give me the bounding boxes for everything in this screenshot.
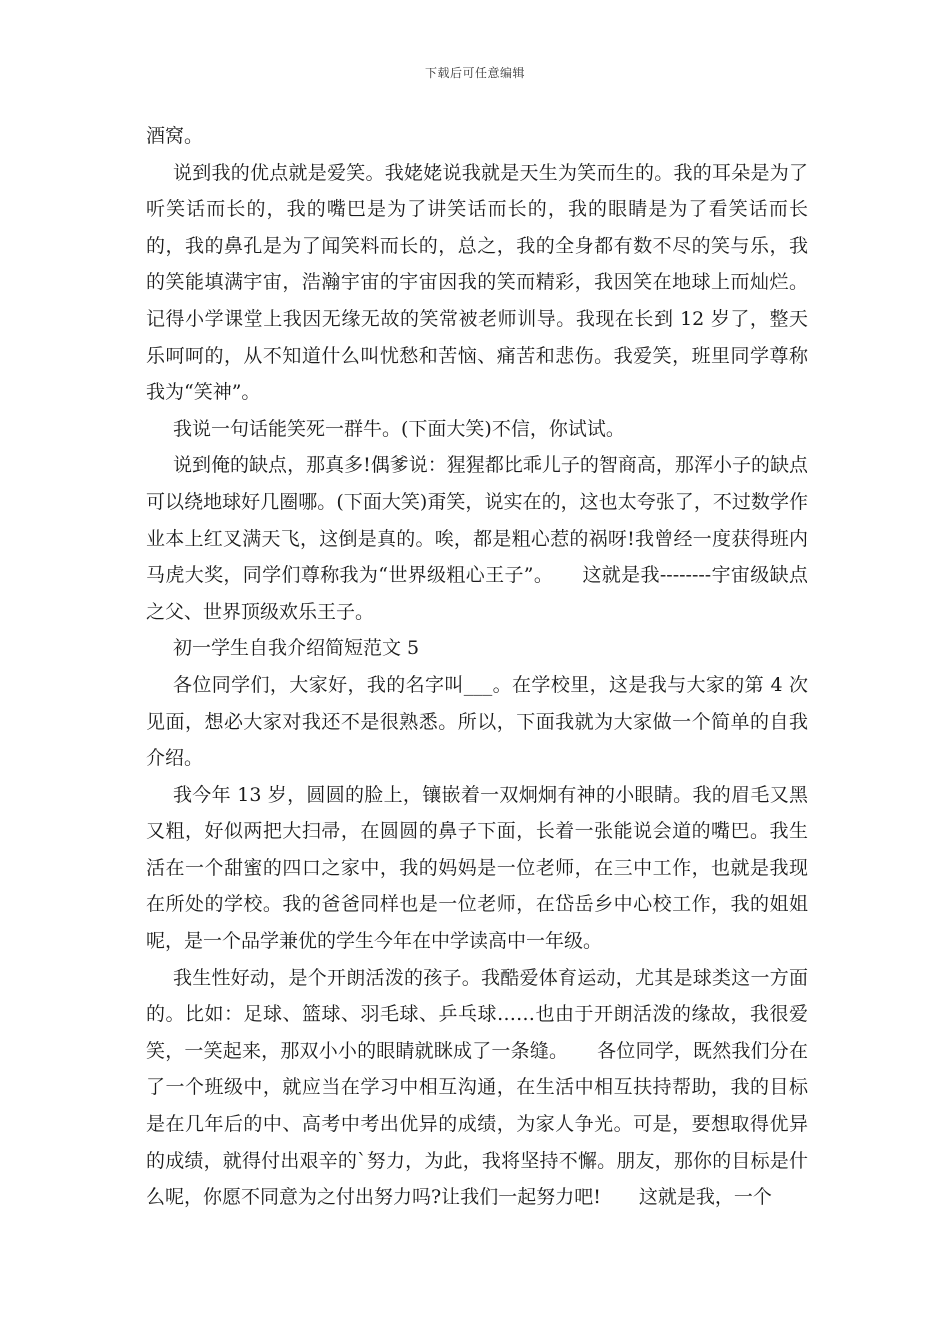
document-body [146,118,808,1216]
paragraph-5: 各位同学们，大家好，我的名字叫___。在学校里，这是我与大家的第 4 次见面，想必大家对我还不是很熟悉。所以，下面我就为大家做一个简单的自我介绍。 [146,673,808,770]
paragraph-4: 说到俺的缺点，那真多!偶爹说：猩猩都比乖儿子的智商高，那浑小子的缺点可以绕地球好几圈哪。(下面大笑)甭笑，说实在的，这也太夸张了，不过数学作业本上红叉满天飞，这倒是真的。唉，都是粗心惹的祸呀!我曾经一度获得班内马虎大奖，同学们尊称我为“世界级粗心王子”。 这就是我--------宇宙级缺点之父、世界顶级欢乐王子。 [146,454,808,623]
paragraph-1: 酒窝。 [146,125,204,147]
page-header: 下载后可任意编辑 [424,66,525,80]
paragraph-3: 我说一句话能笑死一群牛。(下面大笑)不信，你试试。 [173,417,625,440]
paragraph-7: 我生性好动，是个开朗活泼的孩子。我酷爱体育运动，尤其是球类这一方面的。比如：足球、篮球、羽毛球、乒乓球……也由于开朗活泼的缘故，我很爱笑，一笑起来，那双小小的眼睛就眯成了一条缝。 各位同学，既然我们分在了一个班级中，就应当在学习中相互沟通，在生活中相互扶持帮助，我的目标是在几年后的中、高考中考出优异的成绩，为家人争光。可是，要想取得优异的成绩，就得付出艰辛的`努力，为此，我将坚持不懈。朋友，那你的目标是什么呢，你愿不同意为之付出努力吗?让我们一起努力吧! 这就是我，一个 [146,966,808,1209]
paragraph-2: 说到我的优点就是爱笑。我姥姥说我就是天生为笑而生的。我的耳朵是为了听笑话而长的，我的嘴巴是为了讲笑话而长的，我的眼睛是为了看笑话而长的，我的鼻孔是为了闻笑料而长的，总之，我的全身都有数不尽的笑与乐，我的笑能填满宇宙，浩瀚宇宙的宇宙因我的笑而精彩，我因笑在地球上而灿烂。记得小学课堂上我因无缘无故的笑常被老师训导。我现在长到 12 岁了，整天乐呵呵的，从不知道什么叫忧愁和苦恼、痛苦和悲伤。我爱笑，班里同学尊称我为“笑神”。 [146,161,808,404]
section-heading: 初一学生自我介绍简短范文 5 [173,637,420,660]
paragraph-6: 我今年 13 岁，圆圆的脸上，镶嵌着一双炯炯有神的小眼睛。我的眉毛又黑又粗，好似两把大扫帚，在圆圆的鼻子下面，长着一张能说会道的嘴巴。我生活在一个甜蜜的四口之家中，我的妈妈是一位老师，在三中工作，也就是我现在所处的学校。我的爸爸同样也是一位老师，在岱岳乡中心校工作，我的姐姐呢，是一个品学兼优的学生今年在中学读高中一年级。 [146,783,808,953]
